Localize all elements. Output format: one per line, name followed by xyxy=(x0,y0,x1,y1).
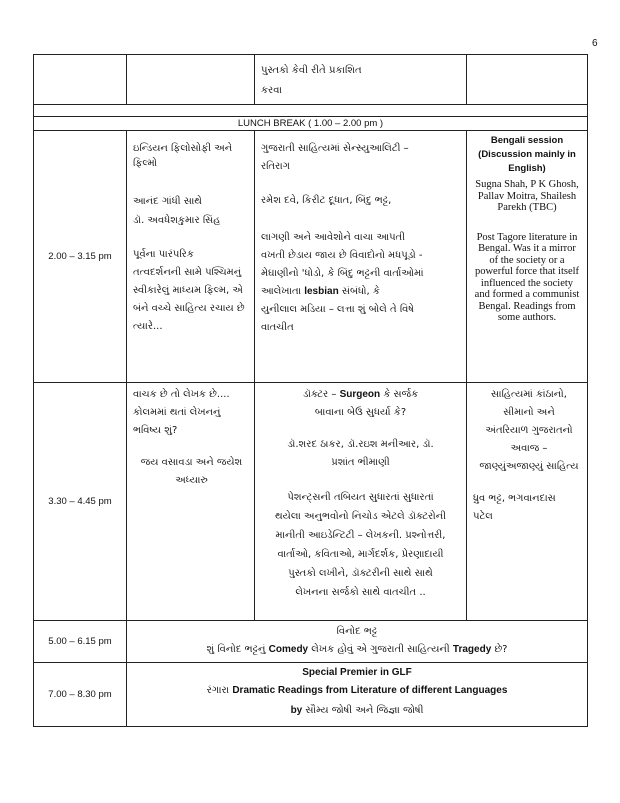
session-title: અવાજ – xyxy=(510,443,548,454)
speaker-line: પ્રશાંત ભીમાણી xyxy=(331,457,390,468)
session-title xyxy=(129,641,585,659)
session-description: પૂર્વના પારંપરિક xyxy=(133,249,194,260)
session-title: ગુજરાતી સાહિત્યમાં સેન્સ્યુઆલિટી – xyxy=(261,143,409,154)
title-text: લેખક હોવું એ ગુજરાતી સાહિત્યની xyxy=(311,644,450,655)
session-description: થયેલા અનુભવોનો નિચોડ એટલે ડૉક્ટરોની xyxy=(274,511,447,522)
session-description: તત્વદર્શનની સામે પશ્ચિમનું xyxy=(133,267,242,278)
desc-text: સંબંધો, કે xyxy=(341,286,380,297)
session-description xyxy=(261,284,462,299)
speaker-line: ડૉ. અવધેશકુમાર સિંહ xyxy=(133,215,221,226)
page-number: 6 xyxy=(592,38,598,49)
session-description: વાતચીત xyxy=(261,322,294,333)
session-title: કોલમમાં થતાં લેખનનું xyxy=(133,407,221,418)
speaker-line: પટેલ xyxy=(473,511,493,522)
title-english-word: Comedy xyxy=(268,644,309,655)
session-cell xyxy=(127,383,255,621)
session-heading: Special Premier in GLF xyxy=(302,667,412,678)
table-row xyxy=(34,383,588,621)
session-cell xyxy=(467,131,588,383)
title-text: ડૉક્ટર – xyxy=(302,389,337,400)
session-cell xyxy=(467,55,588,105)
desc-english-word: lesbian xyxy=(304,286,339,297)
session-description: Post Tagore literature in Bengal. Was it a mirror of the society or a powerful force that itself influenced the society and formed a communist Bengal. Readings from some authors. xyxy=(474,231,580,323)
session-description: વખતી છેડાય જાય છે વિવાદોનો મધપૂડો - xyxy=(261,250,423,261)
table-row xyxy=(34,131,588,383)
table-row xyxy=(34,105,588,117)
session-description: બંને વચ્ચે સાહિત્ય રચાય છે xyxy=(133,303,245,314)
table-row xyxy=(34,621,588,663)
session-title: કરવા xyxy=(261,85,282,96)
session-cell xyxy=(127,55,255,105)
session-cell xyxy=(467,383,588,621)
session-cell xyxy=(127,663,588,727)
session-title xyxy=(129,681,585,701)
table-row xyxy=(34,55,588,105)
session-title: રતિરાગ xyxy=(261,161,290,172)
time-cell xyxy=(34,55,127,105)
session-title: ફિલ્મો xyxy=(133,158,158,169)
session-title: ઇન્ડિયન ફિલોસોફી અને xyxy=(133,143,233,154)
desc-text: આલેખાતા xyxy=(261,286,302,297)
by-label: by xyxy=(290,705,303,716)
session-description: લેખનના સર્જકો સાથે વાતચીત .. xyxy=(295,587,426,598)
session-description: પુસ્તકો લખીને, ડૉક્ટરીની સાથે સાથે xyxy=(288,568,433,579)
session-title: સાહિત્યમાં કાંઠાનો, xyxy=(491,389,567,400)
session-title: વાચક છે તો લેખક છે.... xyxy=(133,389,230,400)
time-label: 5.00 – 6.15 pm xyxy=(48,636,112,647)
session-title: Bengali session xyxy=(490,135,564,146)
session-description: પેશન્ટ્સની તબિયત સુધારતાં સુધારતાં xyxy=(287,492,434,503)
title-text: શું વિનોદ ભટ્ટનું xyxy=(206,644,266,655)
spacer-cell xyxy=(34,105,588,117)
speaker-line: જય વસાવડા અને જયેશ xyxy=(140,457,243,468)
session-description: મેઘાણીનો 'ધોડો, કે બિંદુ ભટ્ટની વાર્તાઓમાં xyxy=(261,268,424,279)
session-description: માનીતી આઇડેન્ટિટી – લેખકની. પ્રશ્નોત્તરી, xyxy=(275,530,446,541)
speaker-line: ધ્રુવ ભટ્ટ, ભગવાનદાસ xyxy=(473,493,556,504)
speaker-line: ડૉ.શરદ ઠાકર, ડૉ.રઇશ મનીઆર, ડૉ. xyxy=(287,439,434,450)
session-title: પુસ્તકો કેવી રીતે પ્રકાશિત xyxy=(261,65,362,76)
time-cell xyxy=(34,621,127,663)
lunch-break-label: LUNCH BREAK ( 1.00 – 2.00 pm ) xyxy=(237,118,384,129)
time-label: 2.00 – 3.15 pm xyxy=(48,251,112,262)
session-title xyxy=(259,386,462,404)
session-description: ત્યારે... xyxy=(133,321,163,332)
table-row xyxy=(34,663,588,727)
time-label: 7.00 – 8.30 pm xyxy=(48,689,112,700)
session-title: અંતરિયાળ ગુજરાતનો xyxy=(485,425,573,436)
time-cell xyxy=(34,383,127,621)
speaker-names: સૌમ્ય જોષી અને જિજ્ઞા જોષી xyxy=(305,705,424,716)
session-title: બાવાના બેઉ સુધર્યા કે? xyxy=(314,407,407,418)
session-subtitle: (Discussion mainly in English) xyxy=(478,149,576,174)
title-text: કે સર્જક xyxy=(383,389,419,400)
speaker-line: આનંદ ગાંધી સાથે xyxy=(133,196,202,207)
session-description: લાગણી અને આવેશોને વાચા આપતી xyxy=(261,232,406,243)
session-cell xyxy=(255,383,467,621)
session-description: સ્વીકારેલું માધ્યમ ફિલ્મ, એ xyxy=(133,285,243,296)
speaker-line: Sugna Shah, P K Ghosh, Pallav Moitra, Shailesh Parekh (TBC) xyxy=(475,179,579,213)
session-description: યુનીલાલ મડિયા – લત્તા શું બોલે તે વિષે xyxy=(261,304,414,315)
lunch-break-cell xyxy=(34,117,588,131)
session-cell xyxy=(255,131,467,383)
session-cell xyxy=(127,131,255,383)
session-speakers xyxy=(129,701,585,721)
table-row xyxy=(34,117,588,131)
title-english-text: Dramatic Readings from Literature of different Languages xyxy=(232,685,508,696)
session-speaker: વિનોદ ભટ્ટ xyxy=(336,626,378,637)
session-cell xyxy=(255,55,467,105)
session-title: જાણ્યુંઅજાણ્યું સાહિત્ય xyxy=(479,461,579,472)
session-description: વાર્તાઓ, કવિતાઓ, માર્ગદર્શક, પ્રેરણાદાયી xyxy=(277,549,444,560)
title-text: રંગારા xyxy=(206,685,230,696)
title-english-word: Tragedy xyxy=(452,644,492,655)
schedule-table xyxy=(33,54,588,727)
speaker-line: રમેશ દવે, કિરીટ દૂધાત, બિંદુ ભટ્ટ, xyxy=(261,195,392,206)
speaker-line: અધ્યારુ xyxy=(175,475,208,486)
title-english-word: Surgeon xyxy=(339,389,381,400)
time-label: 3.30 – 4.45 pm xyxy=(48,496,112,507)
session-cell xyxy=(127,621,588,663)
title-text: છે? xyxy=(494,644,508,655)
time-cell xyxy=(34,663,127,727)
session-title: સીમાનો અને xyxy=(503,407,555,418)
time-cell xyxy=(34,131,127,383)
session-title: ભવિષ્ય શું? xyxy=(133,425,178,436)
